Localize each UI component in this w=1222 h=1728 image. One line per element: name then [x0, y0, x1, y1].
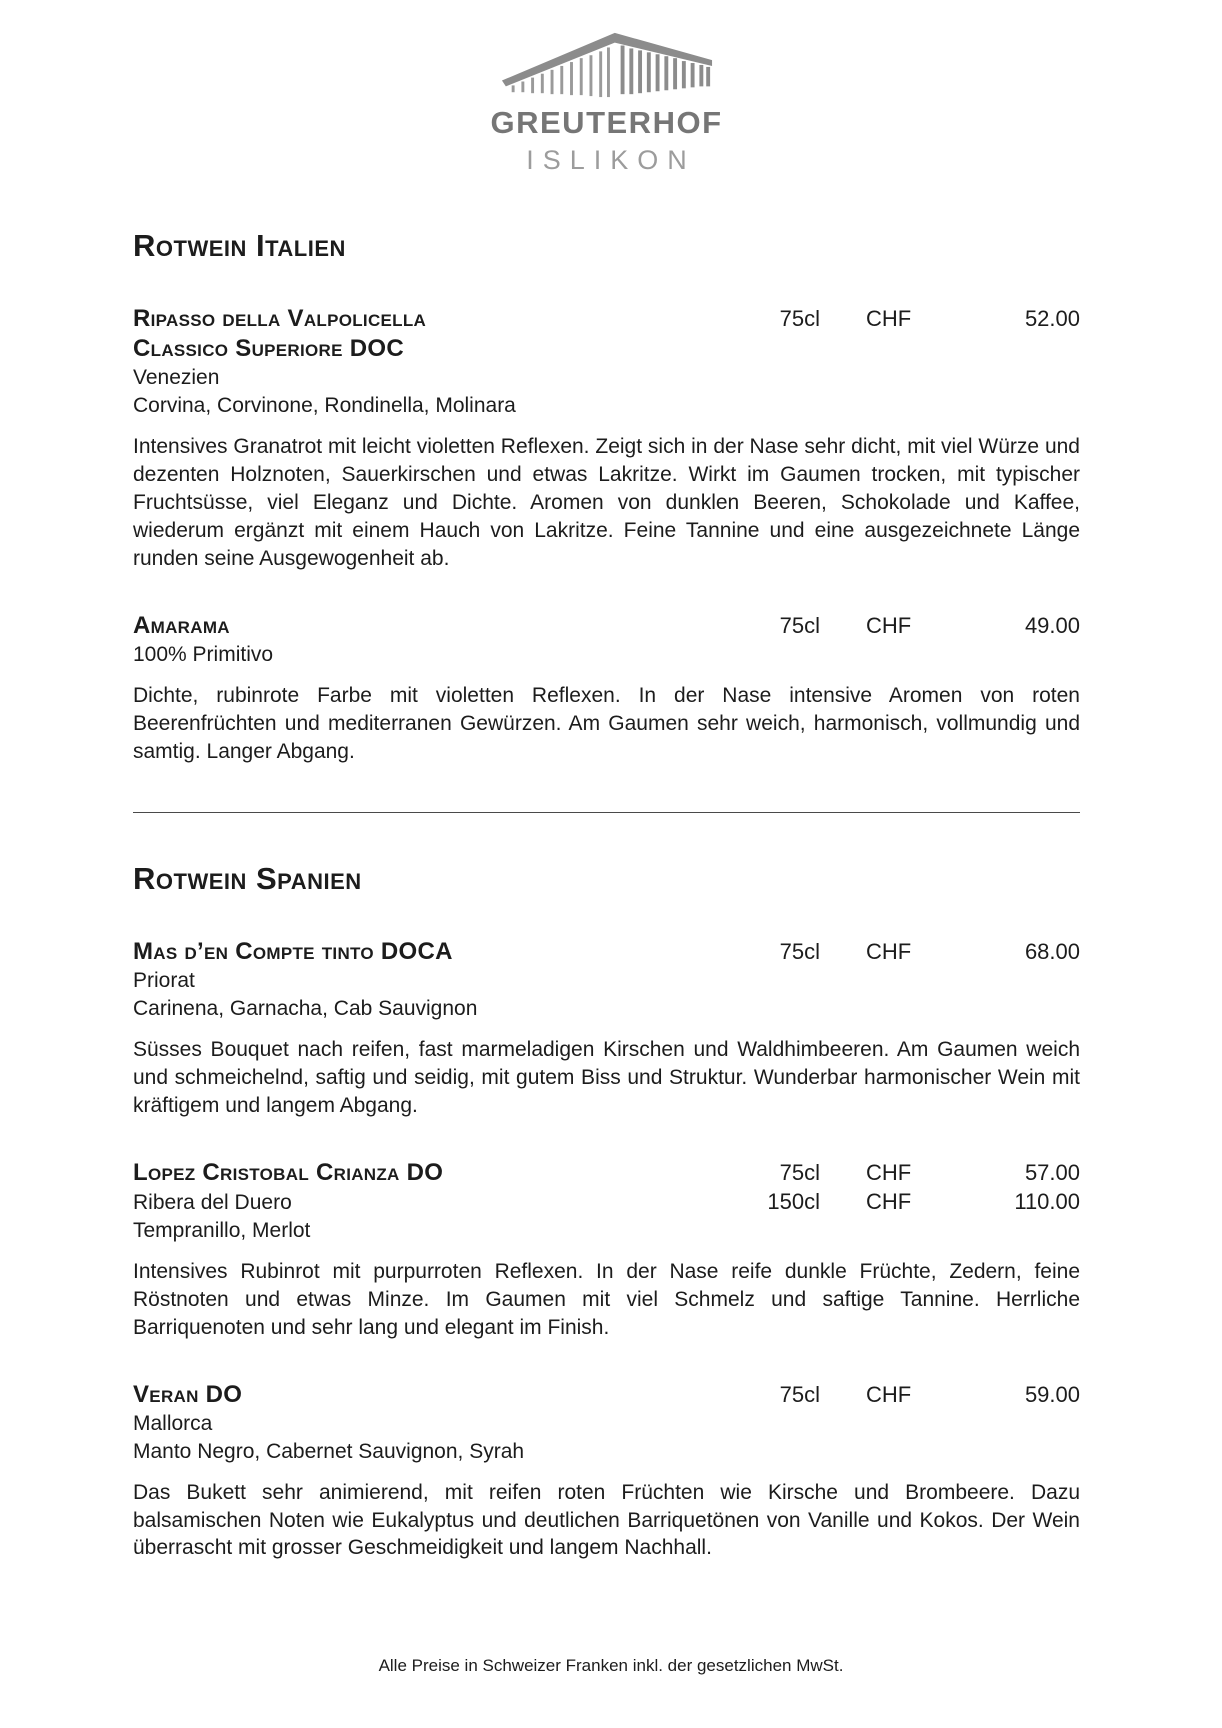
section-title: Rotwein Spanien	[133, 860, 362, 896]
wine-grapes: 100% Primitivo	[133, 643, 274, 667]
wine-region: Priorat	[133, 969, 195, 993]
logo-title: GREUTERHOF	[490, 105, 723, 140]
logo	[133, 25, 1080, 176]
wine-header-row	[133, 611, 1080, 641]
price-size: 150cl	[767, 1188, 820, 1214]
wine-grapes: Corvina, Corvinone, Rondinella, Molinara	[133, 394, 516, 418]
wine-entry-amarama	[133, 611, 1080, 766]
price-currency: CHF	[866, 1381, 912, 1407]
section-divider	[133, 812, 1080, 813]
wine-region: Venezien	[133, 366, 220, 390]
wine-grapes: Manto Negro, Cabernet Sauvignon, Syrah	[133, 1439, 525, 1463]
wine-description: Intensives Granatrot mit leicht violetten Reflexen. Zeigt sich in der Nase sehr dicht, mit viel Würze und dezenten Holznoten, Sauerkirschen und etwas Lakritze. Wirkt im Gaumen trocken, mit typischer Fruchtsüsse, viel Eleganz und Dichte. Aromen von dunklen Beeren, Schokolade und Kaffee, wiederum ergänzt mit einem Hauch von Lakritze. Feine Tannine und eine ausgezeichnete Länge runden seine Ausgewogenheit ab.	[133, 435, 1080, 570]
price-size: 75cl	[779, 1159, 820, 1185]
footer-note: Alle Preise in Schweizer Franken inkl. der gesetzlichen MwSt.	[378, 1656, 844, 1675]
wine-grapes: Tempranillo, Merlot	[133, 1218, 311, 1242]
wine-entry-lopez-cristobal	[133, 1158, 1080, 1342]
price-amount: 59.00	[1024, 1381, 1080, 1407]
price-amount: 110.00	[1014, 1188, 1080, 1214]
wine-description: Süsses Bouquet nach reifen, fast marmeladigen Kirschen und Waldhimbeeren. Am Gaumen weich und schmeichelnd, saftig und seidig, mit gutem Biss und Struktur. Wunderbar harmonischer Wein mit kräftigem und langem Abgang.	[133, 1037, 1080, 1117]
wine-name: Lopez Cristobal Crianza DO	[133, 1158, 444, 1186]
wine-header-row	[133, 304, 1080, 334]
greuterhof-building-icon	[500, 25, 714, 103]
logo-subtitle: ISLIKON	[526, 145, 696, 175]
wine-header-row	[133, 937, 1080, 967]
wine-name: Ripasso della Valpolicella	[133, 305, 427, 332]
price-size: 75cl	[779, 1381, 820, 1407]
price-amount: 68.00	[1024, 938, 1080, 964]
section-rotwein-spanien	[133, 861, 1080, 1563]
wine-region: Ribera del Duero	[133, 1190, 292, 1214]
wine-name: Amarama	[133, 611, 230, 639]
price-amount: 49.00	[1024, 612, 1080, 638]
wine-name: Mas d’en Compte tinto DOCA	[133, 937, 453, 965]
price-currency: CHF	[866, 938, 912, 964]
price-currency: CHF	[866, 1188, 912, 1214]
wine-region: Mallorca	[133, 1411, 213, 1435]
wine-grapes: Carinena, Garnacha, Cab Sauvignon	[133, 997, 478, 1020]
wine-description: Das Bukett sehr animierend, mit reifen roten Früchten wie Kirsche und Brombeere. Dazu balsamischen Noten wie Eukalyptus und deutlichen Barriquetönen von Vanille und Kokos. Der Wein überrascht mit grosser Geschmeidigkeit und langem Nachhall.	[133, 1480, 1080, 1560]
wine-second-price-row	[133, 1188, 1080, 1217]
wine-entry-veran	[133, 1380, 1080, 1563]
price-currency: CHF	[866, 1159, 912, 1185]
price-currency: CHF	[866, 306, 912, 331]
price-size: 75cl	[779, 938, 820, 964]
wine-name-line2: Classico Superiore DOC	[133, 335, 404, 363]
price-amount: 52.00	[1024, 306, 1080, 331]
wine-entry-mas-den-compte	[133, 937, 1080, 1120]
price-amount: 57.00	[1024, 1159, 1080, 1185]
wine-description: Intensives Rubinrot mit purpurroten Reflexen. In der Nase reife dunkle Früchte, Zedern, feine Röstnoten und etwas Minze. Im Gaumen mit viel Schmelz und saftige Tannine. Herrliche Barriquenoten und sehr lang und elegant im Finish.	[133, 1259, 1080, 1339]
wine-entry-ripasso	[133, 304, 1080, 573]
price-size: 75cl	[779, 306, 820, 331]
price-size: 75cl	[779, 612, 820, 638]
price-currency: CHF	[866, 612, 912, 638]
section-title: Rotwein Italien	[133, 228, 346, 263]
wine-name: Veran DO	[133, 1380, 243, 1408]
section-rotwein-italien	[133, 228, 1080, 766]
wine-header-row	[133, 1380, 1080, 1410]
wine-description: Dichte, rubinrote Farbe mit violetten Reflexen. In der Nase intensive Aromen von roten Beerenfrüchten und mediterranen Gewürzen. Am Gaumen sehr weich, harmonisch, vollmundig und samtig. Langer Abgang.	[133, 684, 1080, 763]
wine-header-row	[133, 1158, 1080, 1188]
